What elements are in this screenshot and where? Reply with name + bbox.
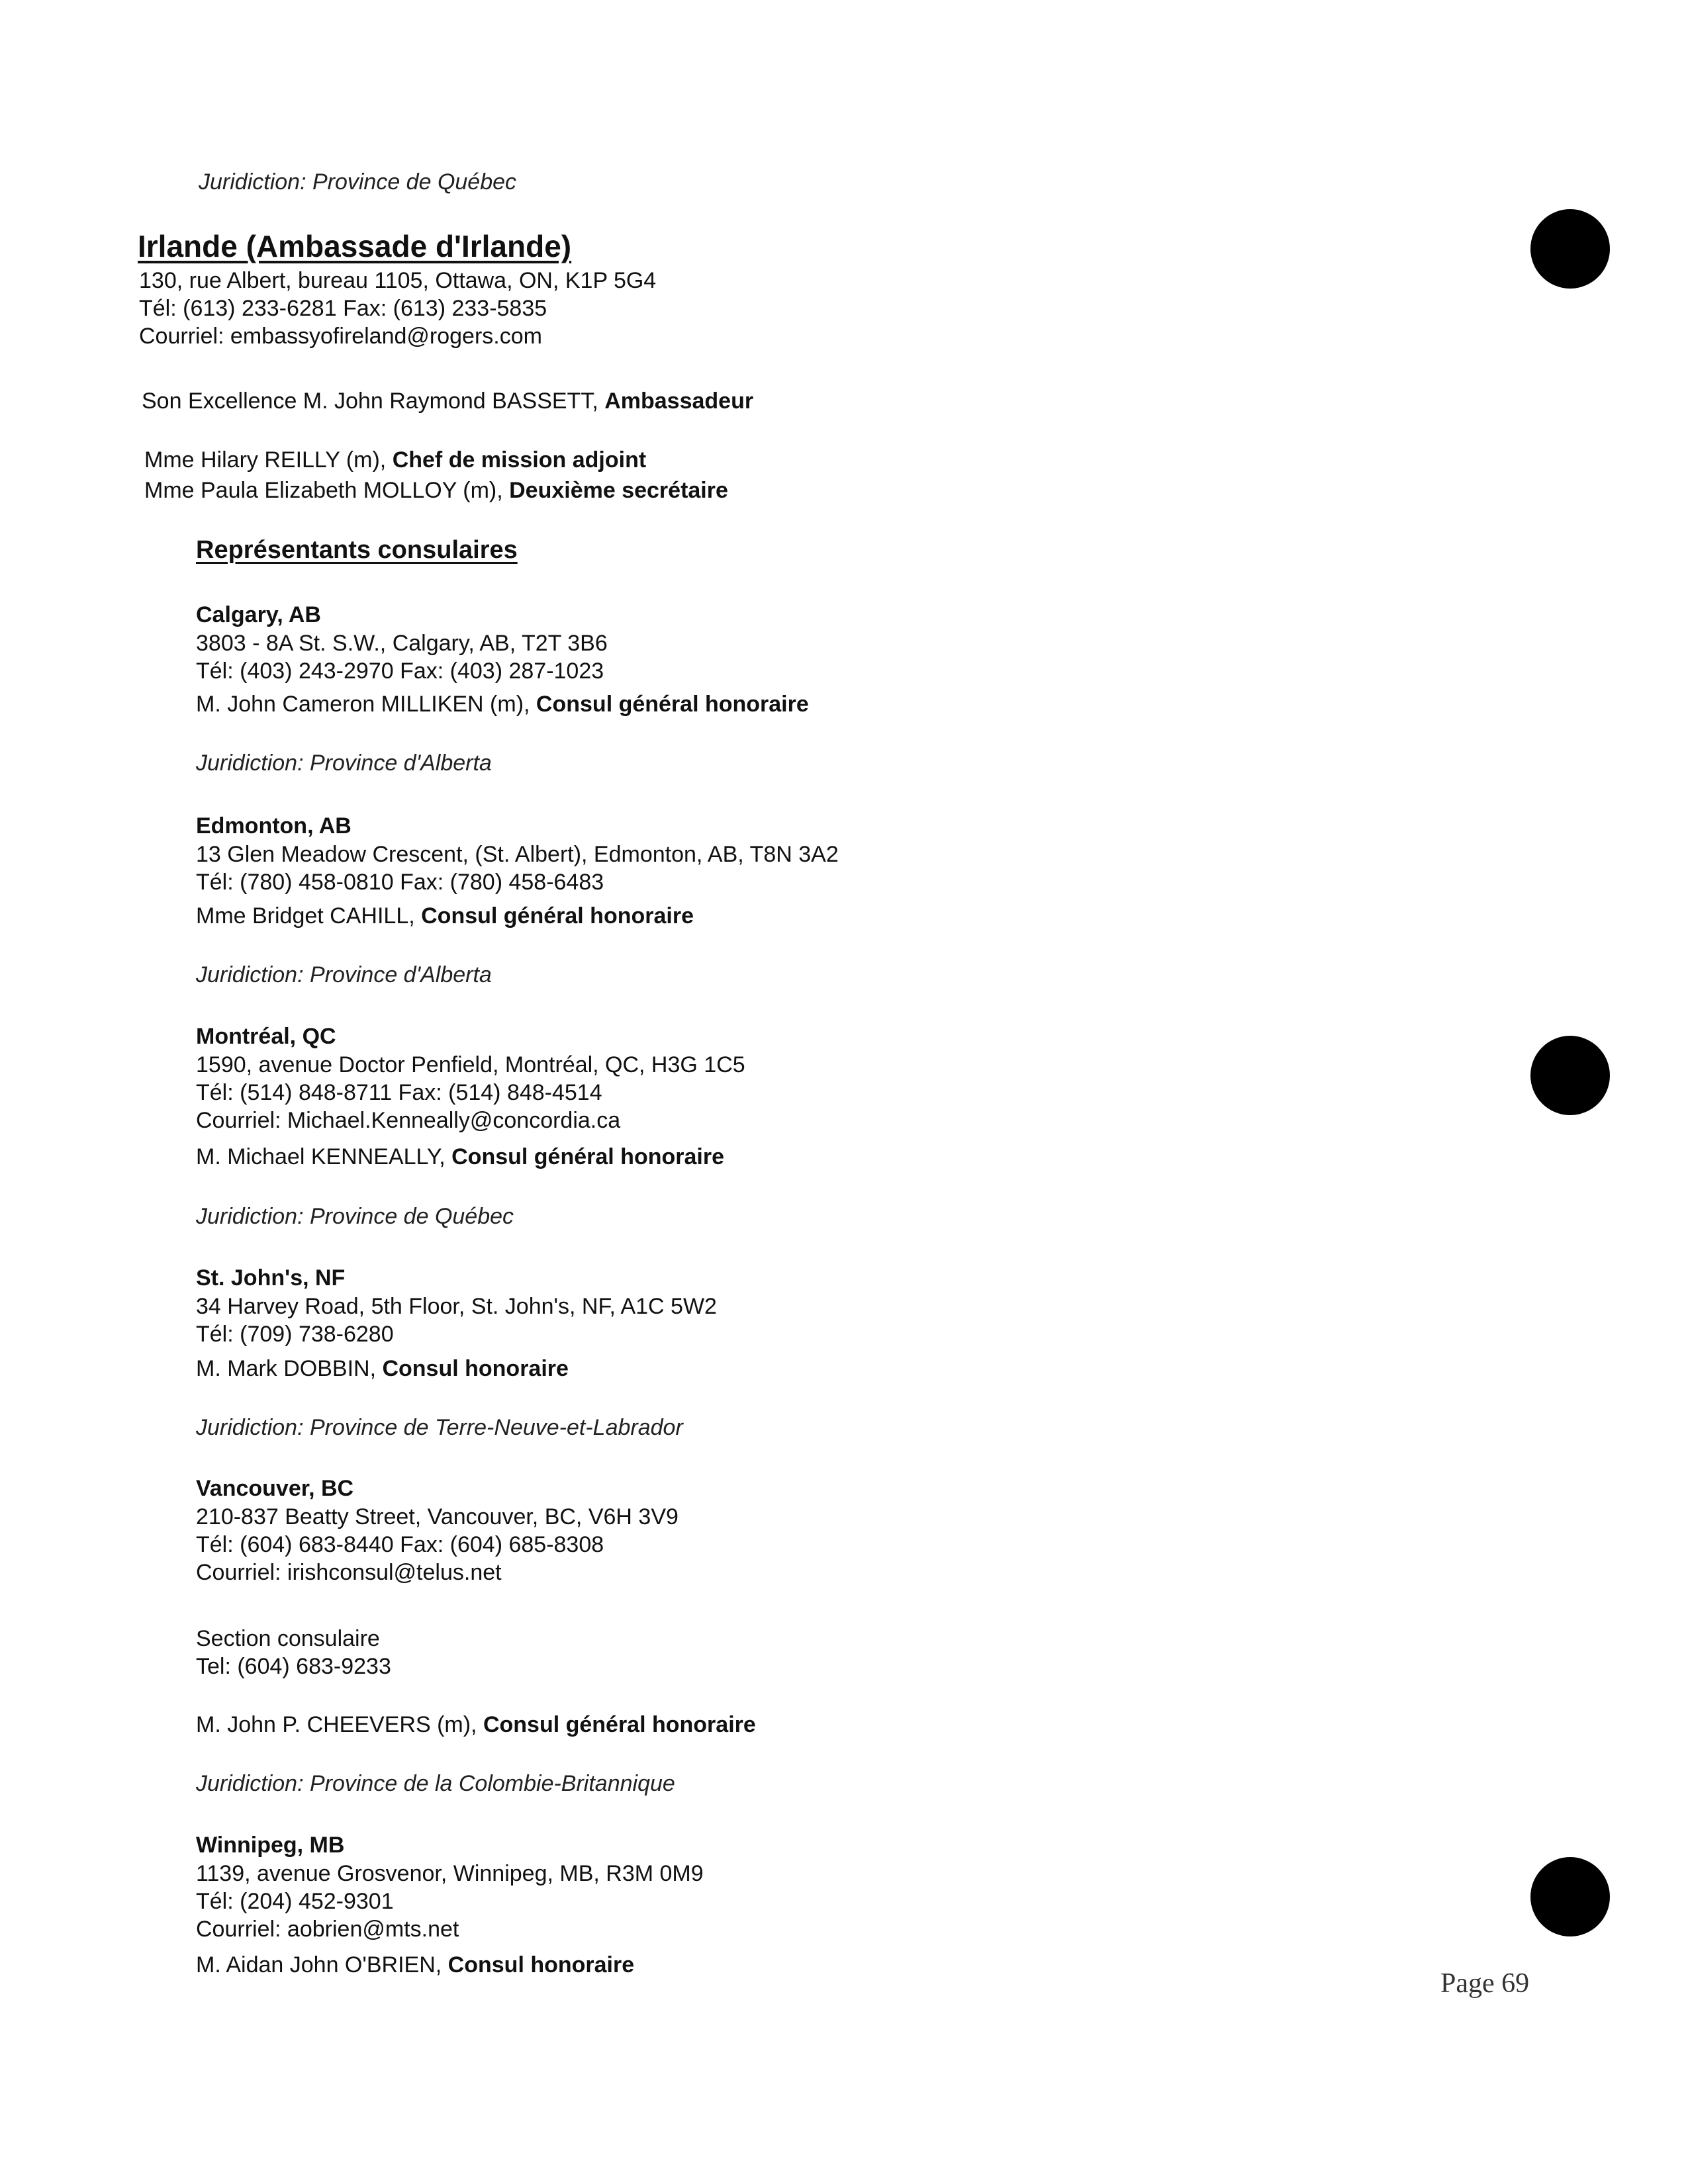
consulate-city: Calgary, AB xyxy=(196,602,321,627)
embassy-phone: Tél: (613) 233-6281 Fax: (613) 233-5835 xyxy=(139,296,547,321)
consulate-city: St. John's, NF xyxy=(196,1265,346,1291)
consulate-email: Courriel: Michael.Kenneally@concordia.ca xyxy=(196,1108,621,1133)
consular-heading: Représentants consulaires xyxy=(196,536,518,564)
consulate-address: 210-837 Beatty Street, Vancouver, BC, V6H 3V9 xyxy=(196,1504,679,1529)
consulate-person: M. Aidan John O'BRIEN, xyxy=(196,1952,448,1978)
staff-name: Mme Hilary REILLY (m), xyxy=(144,447,393,473)
consulate-address: 1590, avenue Doctor Penfield, Montréal, QC, H3G 1C5 xyxy=(196,1052,745,1077)
embassy-address: 130, rue Albert, bureau 1105, Ottawa, ON, K1P 5G4 xyxy=(139,268,657,293)
consulate-person: M. John P. CHEEVERS (m), xyxy=(196,1712,483,1737)
consulate-person: Mme Bridget CAHILL, xyxy=(196,903,422,929)
consulate-email: Courriel: irishconsul@telus.net xyxy=(196,1560,502,1585)
consulate-role: Consul général honoraire xyxy=(536,692,809,717)
consulate-role: Consul général honoraire xyxy=(483,1712,756,1737)
consulate-jurisdiction: Juridiction: Province d'Alberta xyxy=(196,751,492,776)
consulate-person-line xyxy=(196,1355,569,1383)
consulate-city: Vancouver, BC xyxy=(196,1476,354,1501)
ambassador-line xyxy=(142,387,753,415)
consulate-person-line xyxy=(196,902,694,930)
consulate-phone: Tél: (709) 738-6280 xyxy=(196,1322,394,1347)
consulate-role: Consul honoraire xyxy=(382,1356,569,1381)
consulate-person-line xyxy=(196,1143,724,1171)
consulate-jurisdiction: Juridiction: Province de Terre-Neuve-et-Labrador xyxy=(196,1415,683,1440)
consulate-person: M. Michael KENNEALLY, xyxy=(196,1144,452,1169)
consulate-city: Montréal, QC xyxy=(196,1024,336,1049)
intro-jurisdiction: Juridiction: Province de Québec xyxy=(199,169,517,195)
consulate-city: Edmonton, AB xyxy=(196,813,352,839)
ambassador-title: Ambassadeur xyxy=(604,388,754,414)
punch-hole-top xyxy=(1530,209,1610,289)
consular-section-phone: Tel: (604) 683-9233 xyxy=(196,1654,391,1679)
consulate-phone: Tél: (514) 848-8711 Fax: (514) 848-4514 xyxy=(196,1080,602,1105)
consulate-person: M. Mark DOBBIN, xyxy=(196,1356,383,1381)
consulate-phone: Tél: (604) 683-8440 Fax: (604) 685-8308 xyxy=(196,1532,604,1557)
consulate-jurisdiction: Juridiction: Province de la Colombie-Britannique xyxy=(196,1771,675,1796)
consulate-jurisdiction: Juridiction: Province de Québec xyxy=(196,1204,514,1229)
staff-name: Mme Paula Elizabeth MOLLOY (m), xyxy=(144,478,510,503)
consulate-phone: Tél: (780) 458-0810 Fax: (780) 458-6483 xyxy=(196,870,604,895)
punch-hole-bottom xyxy=(1530,1857,1610,1936)
consulate-person-line xyxy=(196,1951,634,1979)
consulate-phone: Tél: (403) 243-2970 Fax: (403) 287-1023 xyxy=(196,659,604,684)
consulate-role: Consul honoraire xyxy=(447,1952,635,1978)
consulate-address: 1139, avenue Grosvenor, Winnipeg, MB, R3M 0M9 xyxy=(196,1861,704,1886)
embassy-email: Courriel: embassyofireland@rogers.com xyxy=(139,324,542,349)
consular-section-label: Section consulaire xyxy=(196,1626,380,1651)
staff-title: Deuxième secrétaire xyxy=(509,478,728,503)
staff-line xyxy=(144,446,646,474)
ambassador-name: Son Excellence M. John Raymond BASSETT, xyxy=(142,388,605,414)
punch-hole-middle xyxy=(1530,1036,1610,1115)
consulate-address: 34 Harvey Road, 5th Floor, St. John's, NF, A1C 5W2 xyxy=(196,1294,717,1319)
consulate-jurisdiction: Juridiction: Province d'Alberta xyxy=(196,962,492,987)
consulate-person: M. John Cameron MILLIKEN (m), xyxy=(196,692,536,717)
consulate-person-line xyxy=(196,690,809,718)
consulate-phone: Tél: (204) 452-9301 xyxy=(196,1889,394,1914)
consulate-role: Consul général honoraire xyxy=(421,903,694,929)
consulate-person-line xyxy=(196,1711,756,1739)
consulate-address: 13 Glen Meadow Crescent, (St. Albert), Edmonton, AB, T8N 3A2 xyxy=(196,842,839,867)
consulate-email: Courriel: aobrien@mts.net xyxy=(196,1917,459,1942)
staff-title: Chef de mission adjoint xyxy=(392,447,647,473)
consulate-role: Consul général honoraire xyxy=(451,1144,724,1169)
staff-line xyxy=(144,477,728,504)
consulate-address: 3803 - 8A St. S.W., Calgary, AB, T2T 3B6 xyxy=(196,631,608,656)
page-number: Page 69 xyxy=(1440,1968,1530,1999)
consulate-city: Winnipeg, MB xyxy=(196,1833,345,1858)
embassy-title: Irlande (Ambassade d'Irlande) xyxy=(138,229,572,263)
